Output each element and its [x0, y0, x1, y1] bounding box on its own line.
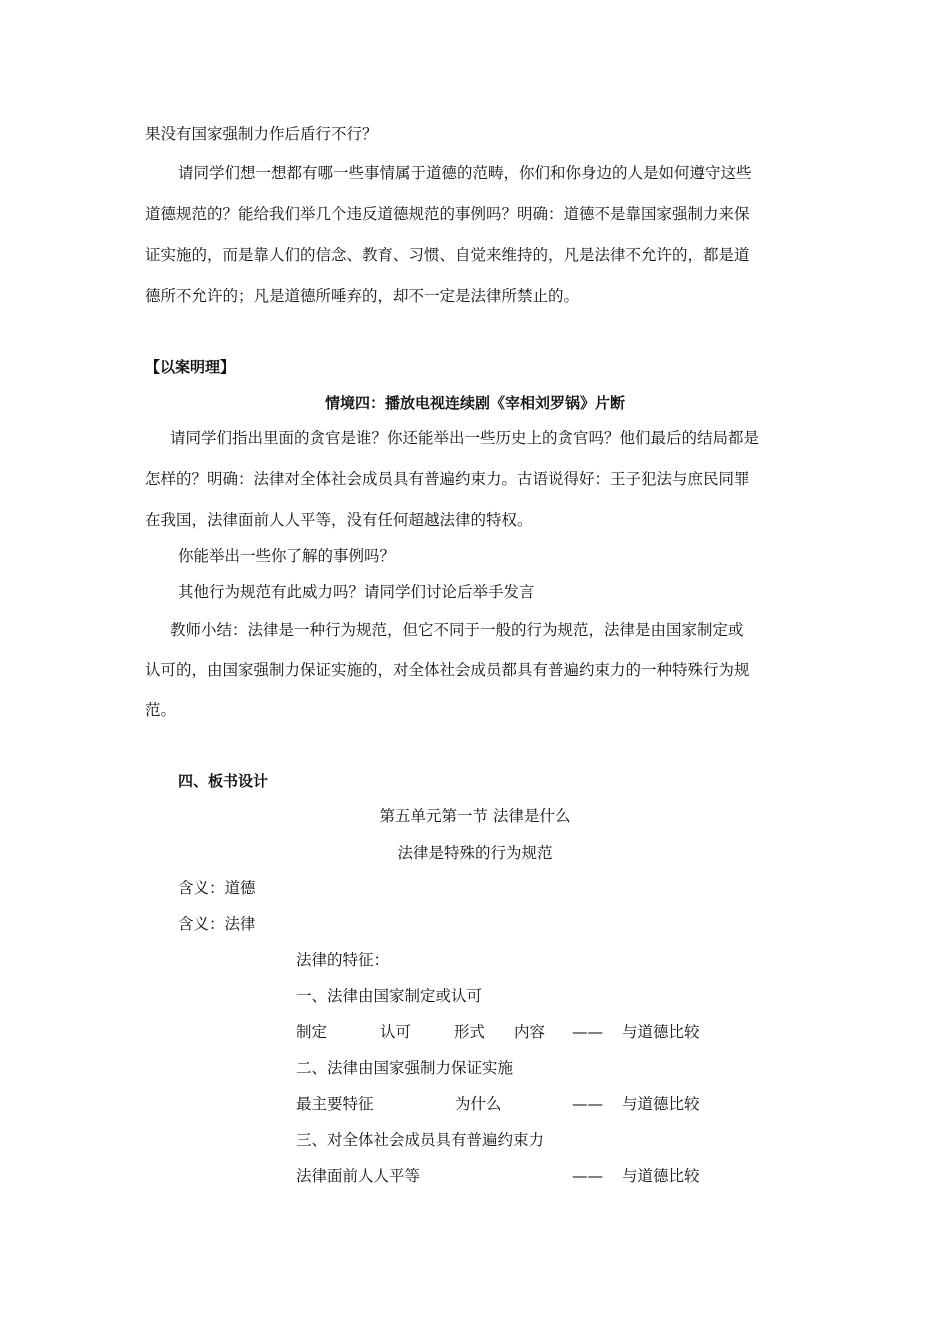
detail-approve: 认可	[380, 1023, 412, 1041]
case-line-2: 怎样的？明确：法律对全体社会成员具有普遍约束力。古语说得好：王子犯法与庶民同罪	[145, 470, 750, 488]
feature-2-detail-row	[0, 1094, 950, 1114]
compare-morality: 与道德比较	[622, 1095, 700, 1113]
case-heading: 【以案明理】	[145, 358, 236, 376]
meaning-morality: 含义：道德	[178, 879, 256, 897]
detail-equality: 法律面前人人平等	[296, 1167, 421, 1185]
meaning-law: 含义：法律	[178, 915, 256, 933]
dash: ——	[572, 1095, 603, 1113]
dash: ——	[572, 1167, 603, 1185]
intro-line-1: 果没有国家强制力作后盾行不行？	[145, 125, 378, 143]
feature-2: 二、法律由国家强制力保证实施	[296, 1059, 514, 1077]
feature-1: 一、法律由国家制定或认可	[296, 987, 483, 1005]
summary-line-2: 认可的，由国家强制力保证实施的，对全体社会成员都具有普遍约束力的一种特殊行为规	[145, 661, 750, 679]
detail-content: 内容	[514, 1023, 546, 1041]
detail-enact: 制定	[296, 1023, 328, 1041]
case-line-1: 请同学们指出里面的贪官是谁？你还能举出一些历史上的贪官吗？他们最后的结局都是	[170, 429, 760, 447]
case-line-3: 在我国，法律面前人人平等，没有任何超越法律的特权。	[145, 511, 533, 529]
compare-morality: 与道德比较	[622, 1167, 700, 1185]
feature-3: 三、对全体社会成员具有普遍约束力	[296, 1131, 545, 1149]
board-heading: 四、板书设计	[178, 772, 269, 790]
summary-line-3: 范。	[145, 701, 177, 719]
scenario-title: 情境四：播放电视连续剧《宰相刘罗锅》片断	[324, 394, 625, 412]
detail-form: 形式	[454, 1023, 486, 1041]
intro-line-4: 证实施的，而是靠人们的信念、教育、习惯、自觉来维持的，凡是法律不允许的，都是道	[145, 246, 750, 264]
summary-line-1: 教师小结：法律是一种行为规范，但它不同于一般的行为规范，法律是由国家制定或	[170, 621, 744, 639]
case-line-5: 其他行为规范有此威力吗？请同学们讨论后举手发言	[178, 583, 535, 601]
board-title-2: 法律是特殊的行为规范	[397, 844, 553, 862]
intro-line-2: 请同学们想一想都有哪一些事情属于道德的范畴，你们和你身边的人是如何遵守这些	[178, 164, 752, 182]
intro-line-3: 道德规范的？能给我们举几个违反道德规范的事例吗？明确：道德不是靠国家强制力来保	[145, 205, 750, 223]
features-label: 法律的特征：	[296, 951, 390, 969]
dash: ——	[572, 1023, 603, 1041]
intro-line-5: 德所不允许的；凡是道德所唾弃的，却不一定是法律所禁止的。	[145, 287, 580, 305]
feature-1-detail-row	[0, 1022, 950, 1042]
board-title-1: 第五单元第一节 法律是什么	[379, 807, 571, 825]
feature-3-detail-row	[0, 1166, 950, 1186]
detail-why: 为什么	[455, 1095, 502, 1113]
compare-morality: 与道德比较	[622, 1023, 700, 1041]
detail-main-feature: 最主要特征	[296, 1095, 374, 1113]
case-line-4: 你能举出一些你了解的事例吗？	[178, 547, 396, 565]
